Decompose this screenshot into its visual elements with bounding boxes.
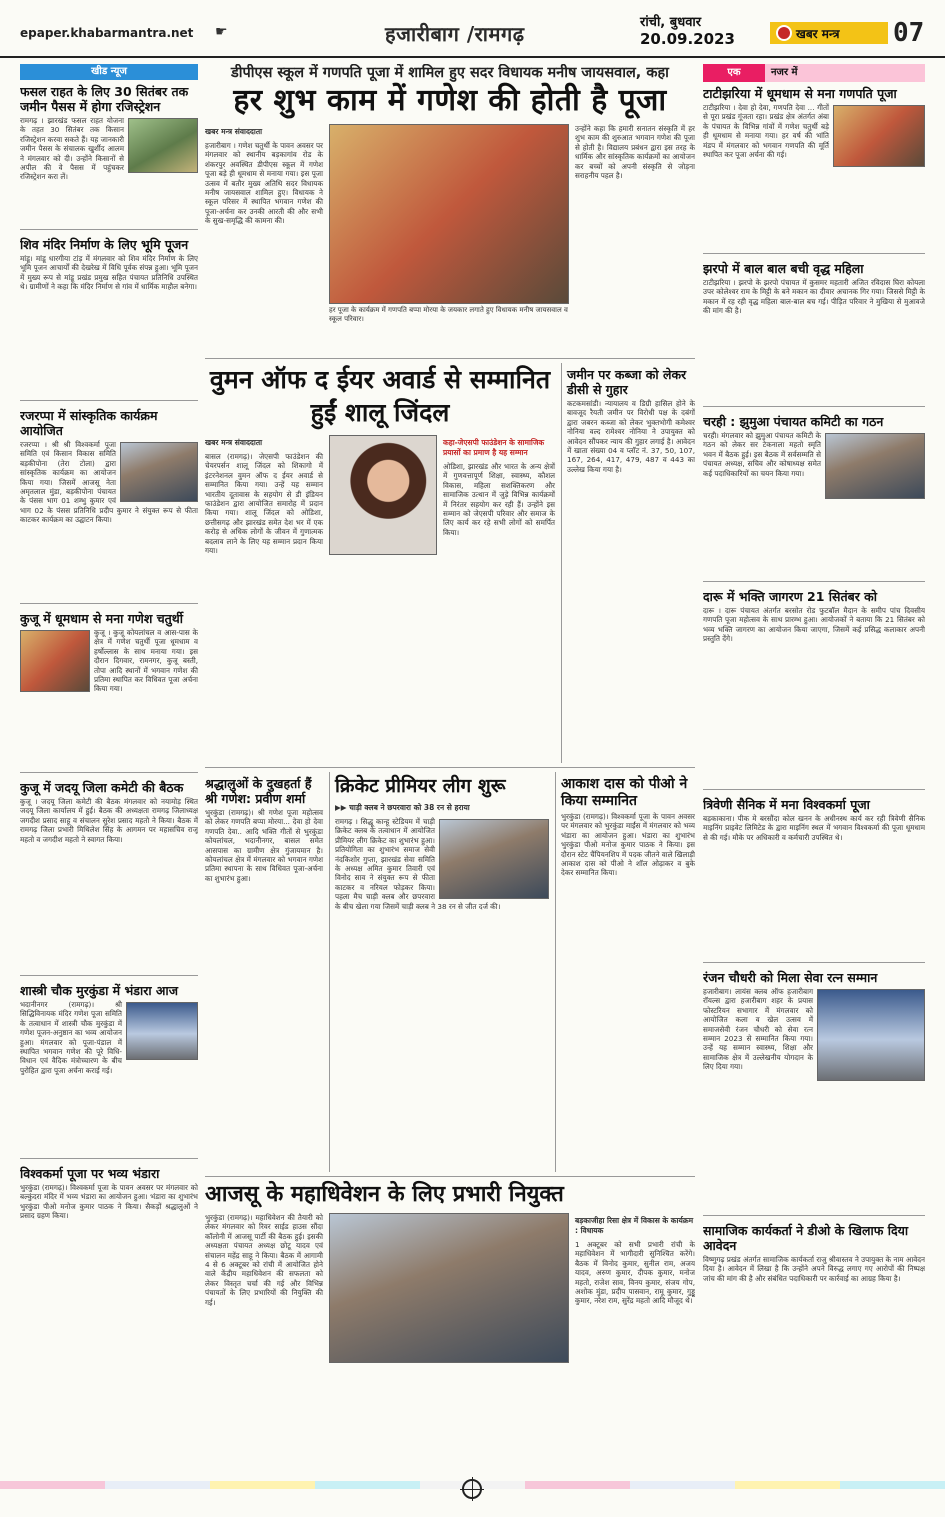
right-tag-a: एक bbox=[703, 64, 765, 82]
award-headline: वुमन ऑफ द ईयर अवार्ड से सम्मानित हुईं शालू जिंदल bbox=[209, 365, 551, 427]
registration-mark-icon bbox=[462, 1479, 482, 1499]
brand-name: खबर मन्त्र bbox=[796, 26, 840, 41]
story-headline: श्रद्धालुओं के दुखहर्ता हैं श्री गणेश: प्रवीण शर्मा bbox=[205, 776, 312, 806]
story-body: चरही। मंगलवार को झुमुआ पंचायत कमिटी के गठन को लेकर सर टेकनाला महतो स्मृति भवन में बैठक हुई। इस बैठक में सर्वसम्मति से पंचायत अध्यक्ष, सचिव और कोषाध्यक्ष समेत कई पदाधिकारियों का चयन किया गया। bbox=[703, 431, 821, 478]
cricket-subhead: ▶▶ चाड़ी क्लब ने छपरवारा को 38 रन से हराया bbox=[335, 803, 470, 812]
story-cricket bbox=[329, 772, 549, 1172]
story-photo bbox=[120, 442, 198, 502]
left-tag: खीड न्यूज bbox=[20, 64, 198, 80]
ajsu-body: भुरकुंडा (रामगढ़)। महाधिवेशन की तैयारी को लेकर मंगलवार को रिवर साईड हाउस सौंदा कॉलोनी में आजसू पार्टी की बैठक हुई। इसकी अध्यक्षता पंचायत अध्यक्ष छोटू यादव एवं संचालन महेंद्र साहू ने किया। बैठक में आगामी 4 से 6 अक्टूबर को रांची में आयोजित होने वाले केंद्रीय महाधिवेशन की सफलता को लेकर विस्तृत चर्चा की गई और विभिन्न पंचायतों के लिए प्रभारियों की नियुक्ति की गई। bbox=[205, 1213, 323, 1307]
brand-mark-icon bbox=[776, 25, 792, 41]
award-text-2 bbox=[443, 435, 555, 555]
lead-photo-block bbox=[329, 124, 569, 354]
story-jharpo-woman bbox=[703, 257, 925, 407]
story-headline: त्रिवेणी सैनिक में मना विश्वकर्मा पूजा bbox=[703, 797, 870, 812]
dateline bbox=[640, 14, 735, 48]
story-body: टाटीझरिया । झरपो के झरपो पंचायत में कुसमर महतारी अजित रविदास घिरा कोयला उपर कोलेश्वर राम के मिट्टी के बने मकान का दीवार अचानक गिर गया। जिससे मिट्टी के मकान में रह रही वृद्ध महिला बाल-बाल बच गई। पीड़ित परिवार ने मुखिया से मुआवजे की मांग की है। bbox=[703, 278, 925, 316]
story-photo bbox=[20, 630, 90, 692]
page-number: 07 bbox=[893, 18, 925, 48]
story-body: कुजू । जदयू जिला कमेटी की बैठक मंगलवार को नयामोड़ स्थित जदयू जिला कार्यालय में हुई। बैठक की अध्यक्षता रामगढ़ जिलाध्यक्ष जगदीश प्रसाद साहू व संचालन सुरेश प्रसाद महतो ने किया। बैठक में रामगढ़ जिला प्रभारी मिथिलेश सिंह के आगमन पर महासचिव राजू महतो व जगदीश महतो ने स्वागत किया। bbox=[20, 797, 198, 844]
story-body: भुरकुंडा (रामगढ़)। विश्वकर्मा पूजा के पावन अवसर पर मंगलवार को बल्कुंदरा मंदिर में भव्य भंडारा का आयोजन हुआ। भंडारा का शुभारंभ भुरकुंडा पीओ मनोज कुमार पाठक ने किया। सैकड़ों श्रद्धालुओं ने प्रसाद ग्रहण किया। bbox=[20, 1183, 198, 1221]
ajsu-headline: आजसू के महाधिवेशन के लिए प्रभारी नियुक्त bbox=[205, 1182, 564, 1207]
story-photo bbox=[817, 989, 925, 1081]
story-headline: झरपो में बाल बाल बची वृद्ध महिला bbox=[703, 261, 864, 276]
story-jhumua-committee bbox=[703, 410, 925, 582]
story-land-dispute bbox=[561, 363, 695, 763]
lead-story-text bbox=[205, 124, 323, 354]
story-shiv-mandir bbox=[20, 233, 198, 401]
lead-body-2: उन्होंने कहा कि हमारी सनातन संस्कृति में हर शुभ काम की शुरुआत भगवान गणेश की पूजा से होती है। विद्यालय प्रबंधन द्वारा इस तरह के धार्मिक और सांस्कृतिक कार्यक्रमों का आयोजन कर बच्चों को अपनी संस्कृति से जोड़ना सराहनीय पहल है। bbox=[575, 124, 695, 181]
story-body: बड़काकाना। पीक मे बरसौंदा कोल खनन के अधीनस्थ कार्य कर रही त्रिवेणी सैनिक माइनिंग प्राइवेट लिमिटेड के द्वारा माइनिंग स्थल में भगवान विश्वकर्मा की पूजा धूमधाम से की गई। मौके पर अधिकारी व कर्मचारी उपस्थित थे। bbox=[703, 814, 925, 842]
story-vishwakarma-bhandara bbox=[20, 1162, 198, 1342]
page-header bbox=[0, 0, 945, 58]
award-body-row bbox=[205, 435, 555, 555]
lead-caption: हर पूजा के कार्यक्रम में गणपति बप्पा मोरया के जयकार लगाते हुए विधायक मनीष जायसवाल व स्कूल परिवार। bbox=[329, 306, 568, 323]
story-headline: टाटीझरिया में धूमधाम से मना गणपति पूजा bbox=[703, 86, 897, 101]
story-headline: आकाश दास को पीओ ने किया सम्मानित bbox=[561, 776, 688, 809]
story-social-worker bbox=[703, 1219, 925, 1419]
ajsu-text-2 bbox=[575, 1213, 695, 1453]
right-tag bbox=[703, 64, 925, 82]
lead-kicker: डीपीएस स्कूल में गणपति पूजा में शामिल हुए सदर विधायक मनीष जायसवाल, कहा bbox=[231, 65, 669, 81]
story-headline: शास्त्री चौक मुरकुंडा में भंडारा आज bbox=[20, 983, 178, 998]
section-title: हजारीबाग /रामगढ़ bbox=[385, 22, 525, 46]
story-body: भुरकुंडा (रामगढ़)। विश्वकर्मा पूजा के पावन अवसर पर मंगलवार को भुरकुंडा माईंस में मंगलवार को भव्य भंडारा का आयोजन हुआ। भंडारा का शुभारंभ भुरकुंडा पीओ मनोज कुमार पाठक ने किया। इस दौरान स्टेट चैंपियनशिप में पदक जीतने वाले खिलाड़ी आकाश दास को पीओ ने शॉल ओढ़ाकर व बुके देकर सम्मानित किया। bbox=[561, 812, 695, 878]
story-photo bbox=[825, 433, 925, 499]
cursor-icon: ☛ bbox=[215, 24, 228, 40]
award-photo-block bbox=[329, 435, 437, 555]
middle-column bbox=[205, 64, 695, 1474]
story-headline: दारू में भक्ति जागरण 21 सितंबर को bbox=[703, 589, 878, 604]
story-kuju-ganesh bbox=[20, 607, 198, 773]
divider bbox=[205, 767, 695, 768]
story-headline: कुजू में जदयू जिला कमेटी की बैठक bbox=[20, 780, 184, 795]
story-ranjan-chaudhary bbox=[703, 966, 925, 1216]
place-day: रांची, बुधवार bbox=[640, 15, 702, 30]
ajsu-photo bbox=[329, 1213, 569, 1363]
story-body: हजारीबाग। लायंस क्लब ऑफ हजारीबाग रॉयल्स द्वारा हजारीबाग शहर के प्रयास फोस्टरियन सभागार में मंगलवार को आयोजित कला व खेल उत्सव में समाजसेवी रंजन चौधरी को सेवा रत्न सम्मान 2023 से सम्मानित किया गया। उन्हें यह सम्मान स्वास्थ्य, शिक्षा और सामाजिक क्षेत्र में उल्लेखनीय योगदान के लिए दिया गया। bbox=[703, 987, 813, 1072]
divider bbox=[205, 358, 695, 359]
lead-photo bbox=[329, 124, 569, 304]
story-crop-registration bbox=[20, 80, 198, 230]
story-body: कुजू । कुजू कोयलांचल व आस-पास के क्षेत्र में गणेश चतुर्थी पूजा धूमधाम व हर्षोल्लास के साथ मनाया गया। इस दौरान दिगवार, रामनगर, कुजू बस्ती, तोपा आदि स्थानों में भगवान गणेश की प्रतिमा स्थापित कर विधिवत पूजा अर्चना किया गया। bbox=[94, 628, 198, 694]
story-body: दारू । दारू पंचायत अंतर्गत बरसोत रोड फुटबॉल मैदान के समीप पांच दिवसीय गणपति पूजा महोत्सव के साथ प्रारम्भ हुआ। आयोजकों ने बताया कि 21 सितंबर को भव्य भक्ति जागरण का आयोजन किया जाएगा, जिसमें कई प्रसिद्ध कलाकार अपनी प्रस्तुति देंगे। bbox=[703, 606, 925, 644]
story-headline: विश्वकर्मा पूजा पर भव्य भंडारा bbox=[20, 1166, 160, 1181]
right-tag-b: नजर में bbox=[765, 64, 925, 82]
brand-logo bbox=[770, 22, 888, 44]
story-body: भुरकुंडा (रामगढ़)। श्री गणेश पूजा महोत्सव को लेकर गणपति बप्पा मोरया... देवा हो देवा गणपति देवा.. आदि भक्ति गीतों से भुरकुंडा कोयलांचल, भदानीनगर, बासल समेत आसपास का ग्रामीण क्षेत्र गुंजायमान है। कोयलांचल क्षेत्र में मंगलवार को भगवान गणेश प्रतिमा स्थापना के साथ विधिवत पूजा-अर्चना का शुभारंभ हुआ। bbox=[205, 808, 323, 883]
story-body: मांडू। मांडू धारगीया टांड़ में मंगलवार को शिव मंदिर निर्माण के लिए भूमि पूजन आचार्यों की देखरेख में विधि पूर्वक संपन्न हुआ। भूमि पूजन में मुख्य रूप से मांडू प्रखंड प्रमुख सहित पंचायत प्रतिनिधि उपस्थित थे। ग्रामीणों ने कहा कि मंदिर निर्माण से गांव में धार्मिक माहौल बनेगा। bbox=[20, 254, 198, 292]
left-column bbox=[20, 64, 198, 1474]
story-body: टाटीझरिया । देवा हो देवा, गणपति देवा ... गीतों से पूरा प्रखंड गूंजता रहा। प्रखंड क्षेत्र अंतर्गत अंबा के पंचायत के विभिन्न गांवों में गणेश चतुर्थी बड़े ही धूमधाम से मनाया गया। हर वर्ष की भांति मंडप में मंगलवार को भगवान गणपति की मूर्ति स्थापित कर पूजा अर्चना की गई। bbox=[703, 103, 829, 160]
divider bbox=[205, 1176, 695, 1177]
award-body-2: ओडिशा, झारखंड और भारत के अन्य क्षेत्रों में गुणवत्तापूर्ण शिक्षा, स्वास्थ्य, कौशल विकास, महिला सशक्तिकरण और सामाजिक उत्थान में जुड़े विभिन्न कार्यक्रमों में निरंतर सहयोग कर रही हैं। उन्होंने इस सम्मान को जेएसपी परिवार और समाज के लिए कार्य कर रहे सभी लोगों को समर्पित किया। bbox=[443, 462, 555, 537]
ajsu-body-2: 1 अक्टूबर को सभी प्रभारी रांची के महाधिवेशन में भागीदारी सुनिश्चित करेंगे। बैठक में विनोद कुमार, सुनील राम, अजय यादव, अरुण कुमार, दीपक कुमार, मनोज महतो, राजेश साव, विनय कुमार, संजय गोप, अशोक मुंडा, प्रदीप पासवान, रामू कुमार, गुड्डू कुमार, नरेश राम, सुरेंद्र महतो आदि मौजूद थे। bbox=[575, 1240, 695, 1306]
award-text-1 bbox=[205, 435, 323, 555]
cricket-photo bbox=[439, 819, 549, 899]
lead-story-continued bbox=[575, 124, 695, 354]
story-triveni-sainik bbox=[703, 793, 925, 963]
ajsu-photo-block bbox=[329, 1213, 569, 1453]
ajsu-text-1 bbox=[205, 1213, 323, 1453]
ajsu-subhead: बड़काजीहा रिसा क्षेत्र में विकास के कार्यक्रम : विधायक bbox=[575, 1216, 694, 1235]
ajsu-story bbox=[205, 1213, 695, 1453]
story-body: रजरप्पा । श्री श्री विश्वकर्मा पूजा समिति एवं किसान विकास समिति बड़कीपोना (तेरा टोला) द्वारा सांस्कृतिक कार्यक्रम का आयोजन किया गया। जिसमें आजसू नेता अमृतलाल मुंडा, बड़कीपोना पंचायत के पंसस भाग 01 शम्भु कुमार एवं भाग 02 के पंसस प्रतिनिधि प्रदीप कुमार ने संयुक्त रूप से फीता काटकर कार्यक्रम का उद्घाटन किया। bbox=[20, 440, 198, 525]
story-photo bbox=[128, 118, 198, 173]
award-body: बासल (रामगढ़)। जेएसपी फाउंडेशन की चेयरपर्सन शालू जिंदल को शिकागो में इंटरनेशनल वुमन ऑफ द ईयर अवार्ड से सम्मानित किया गया। उन्हें यह सम्मान भारतीय दूतावास के सहयोग से डी इंडियन फाउंडेशन द्वारा आयोजित समारोह में प्रदान किया गया। शालू जिंदल को ओडिशा, छत्तीसगढ़ और झारखंड समेत देश भर में एक करोड़ से अधिक लोगों के जीवन में गुणात्मक बदलाव लाने के लिए यह सम्मान प्रदान किया गया। bbox=[205, 452, 323, 556]
award-story bbox=[205, 363, 555, 763]
story-tatijharia-ganpati bbox=[703, 82, 925, 254]
story-headline: फसल राहत के लिए 30 सितंबर तक जमीन पैसस में होगा रजिस्ट्रेशन bbox=[20, 84, 189, 114]
story-headline: जमीन पर कब्जा को लेकर डीसी से गुहार bbox=[567, 367, 687, 397]
story-body: विष्णुगढ़ प्रखंड अंतर्गत सामाजिक कार्यकर्ता राजु श्रीवास्तव ने उपायुक्त के नाम आवेदन दिया है। आवेदन में लिखा है कि उन्होंने अपने विरुद्ध लगाए गए आरोपों की निष्पक्ष जांच की मांग की है और संबंधित पदाधिकारी पर कार्रवाई का आग्रह किया है। bbox=[703, 1255, 925, 1283]
story-shastri-chowk bbox=[20, 979, 198, 1159]
shalu-jindal-photo bbox=[329, 435, 437, 555]
story-headline: चरही : झुमुआ पंचायत कमिटी का गठन bbox=[703, 414, 884, 429]
story-body: कटकमसांडी। न्यायालय व डिग्री हासिल होने के बावजूद रैयती जमीन पर विरोधी पक्ष के दबंगों द्वारा जबरन कब्जा को लेकर भुक्तभोगी कमेश्वर नोनिया वल्द रामेश्वर नोनिया ने उपायुक्त को आवेदन सौंपकर न्याय की गुहार लगाई है। आवेदन में खाता संख्या 04 व प्लॉट नं. 37, 50, 107, 167, 264, 417, 479, 487 व 443 का उल्लेख किया गया है। bbox=[567, 399, 695, 474]
story-headline: रंजन चौधरी को मिला सेवा रत्न सम्मान bbox=[703, 970, 878, 985]
award-subhead: कहा-जेएसपी फाउंडेशन के सामाजिक प्रयासों का प्रमाण है यह सम्मान bbox=[443, 438, 545, 457]
story-daru-jagran bbox=[703, 585, 925, 790]
right-column bbox=[703, 64, 925, 1474]
lead-body: हजारीबाग । गणेश चतुर्थी के पावन अवसर पर मंगलवार को स्थानीय बड़कागांव रोड के शंकरपुर अवस्थित डीपीएस स्कूल में गणेश पूजा बड़े ही धूमधाम से मनाया गया। इस पूजा उत्सव में बतौर मुख्य अतिथि सदर विधायक मनीष जायसवाल शामिल हुए। विधायक ने स्कूल परिसर में स्थापित भगवान गणेश की पूजा-अर्चना कर उनकी आरती की और सभी के सुख-समृद्धि की कामना की। bbox=[205, 141, 323, 226]
story-headline: शिव मंदिर निर्माण के लिए भूमि पूजन bbox=[20, 237, 189, 252]
story-photo bbox=[126, 1002, 198, 1060]
issue-date: 20.09.2023 bbox=[640, 30, 735, 48]
story-ganesh-quote bbox=[205, 772, 323, 1172]
story-photo bbox=[833, 105, 925, 167]
story-jdu-meeting bbox=[20, 776, 198, 976]
story-headline: सामाजिक कार्यकर्ता ने डीओ के खिलाफ दिया आवेदन bbox=[703, 1223, 909, 1253]
lead-story bbox=[205, 124, 695, 354]
lower-stories bbox=[205, 772, 695, 1172]
story-headline: क्रिकेट प्रीमियर लीग शुरू bbox=[335, 775, 506, 797]
award-section bbox=[205, 363, 695, 763]
story-rajrappa-culture bbox=[20, 404, 198, 604]
byline: खबर मन्त्र संवाददाता bbox=[205, 127, 263, 136]
byline: खबर मन्त्र संवाददाता bbox=[205, 438, 263, 447]
story-headline: रजरप्पा में सांस्कृतिक कार्यक्रम आयोजित bbox=[20, 408, 158, 438]
story-akash-das bbox=[555, 772, 695, 1172]
story-body: भदानीनगर (रामगढ़)। श्री सिद्धिविनायक मंदिर गणेश पूजा समिति के तत्वाधान में शास्त्री चौक मुरकुंडा में गणेश पूजन-अनुष्ठान का भव्य आयोजन हुआ। मंगलवार को पूजा-पंडाल में स्थापित भगवान गणेश की पूरे विधि-विधान एवं वैदिक मंत्रोच्चारण के बीच पुरोहित द्वारा पूजा अर्चना कराई गई। bbox=[20, 1000, 122, 1075]
story-body: रामगढ़ । झारखंड फसल राहत योजना के तहत 30 सितंबर तक किसान रजिस्ट्रेशन करवा सकते हैं। यह जानकारी जमीन पैसस के संचालक खुर्शीद आलम ने मंगलवार को दी। उन्होंने किसानों से अपील की वे पैसस में पहुंचकर रजिस्ट्रेशन करा लें। bbox=[20, 116, 124, 182]
site-url[interactable]: epaper.khabarmantra.net bbox=[20, 26, 194, 40]
story-headline: कुजू में धूमधाम से मना गणेश चतुर्थी bbox=[20, 611, 183, 626]
lead-headline: हर शुभ काम में गणेश की होती है पूजा bbox=[233, 83, 667, 118]
story-body: रामगढ़ । सिद्धू कान्हू स्टेडियम में चाड़ी क्रिकेट क्लब के तत्वाधान में आयोजित प्रीमियर लीग क्रिकेट का शुभारंभ हुआ। प्रतियोगिता का शुभारंभ समाज सेवी नंदकिशोर गुप्ता, झारखंड सेवा समिति के अध्यक्ष अमित कुमार तिवारी एवं विनोद साव ने संयुक्त रूप से फीता काटकर व नरियल फोड़कर किया। पहला मैच चाड़ी क्लब और छपरवारा के बीच खेला गया जिसमें चाड़ी क्लब ने 38 रन से जीत दर्ज की। bbox=[335, 817, 501, 911]
